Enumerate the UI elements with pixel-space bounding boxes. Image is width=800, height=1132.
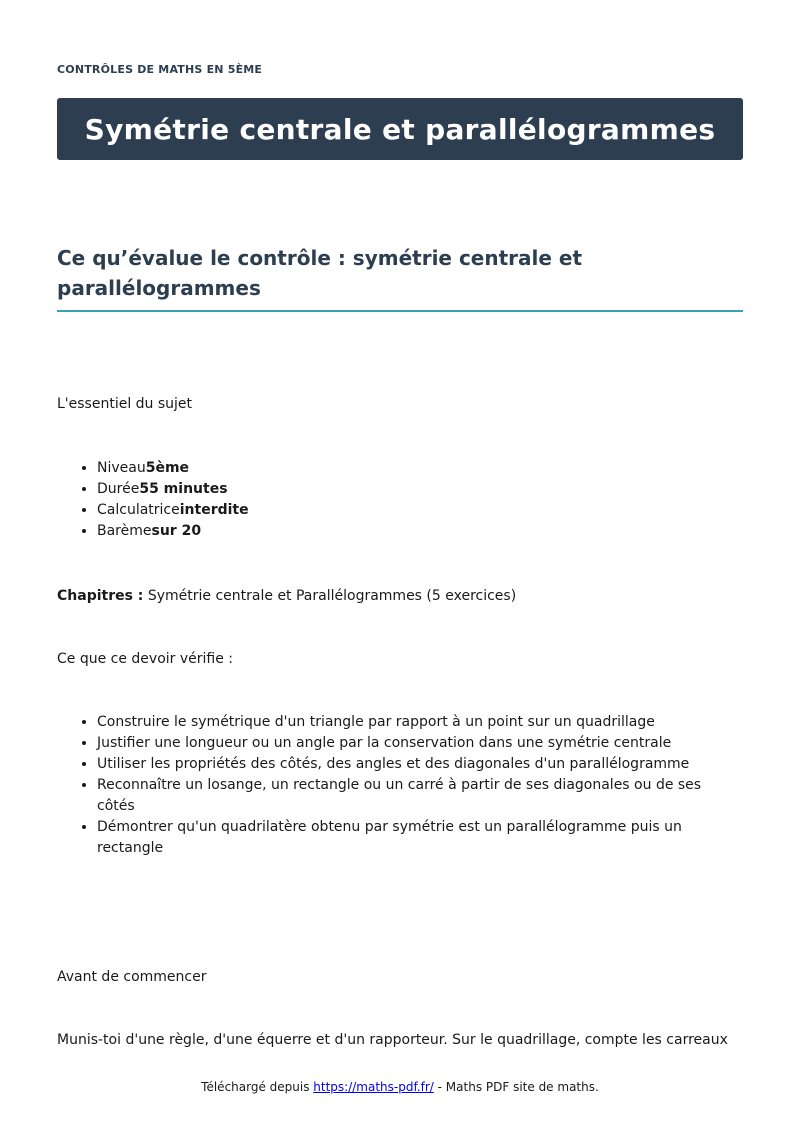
title-banner [57, 98, 743, 160]
before-heading: Avant de commencer [57, 969, 207, 985]
list-item: • Durée55 minutes [97, 479, 743, 500]
footer [0, 1080, 800, 1094]
list-item: • Reconnaître un losange, un rectangle ou un carré à partir de ses diagonales ou de ses côtés [97, 775, 743, 817]
page-title: Symétrie centrale et parallélogrammes [84, 112, 716, 146]
list-item: • Justifier une longueur ou un angle par la conservation dans une symétrie centrale [97, 733, 743, 754]
checks-heading: Ce que ce devoir vérifie : [57, 651, 234, 667]
list-item: • Niveau5ème [97, 458, 743, 479]
list-item: • Calculatriceinterdite [97, 500, 743, 521]
footer-prefix: Téléchargé depuis [201, 1080, 314, 1094]
list-item: • Barèmesur 20 [97, 521, 743, 542]
chapters-label: Chapitres : [57, 588, 144, 604]
checks-list [57, 712, 743, 859]
list-item: • Démontrer qu'un quadrilatère obtenu par symétrie est un parallélogramme puis un rectangle [97, 817, 743, 859]
list-item: • Utiliser les propriétés des côtés, des angles et des diagonales d'un parallélogramme [97, 754, 743, 775]
essentials-heading: L'essentiel du sujet [57, 396, 193, 412]
before-text: Munis-toi d'une règle, d'une équerre et d'un rapporteur. Sur le quadrillage, compte les carreaux [57, 1032, 728, 1048]
list-item: • Construire le symétrique d'un triangle par rapport à un point sur un quadrillage [97, 712, 743, 733]
footer-link[interactable]: https://maths-pdf.fr/ [313, 1080, 434, 1094]
series-kicker: CONTRÔLES DE MATHS EN 5ÈME [57, 63, 263, 76]
chapters-value: Symétrie centrale et Parallélogrammes (5 exercices) [147, 588, 517, 604]
essentials-list [57, 458, 743, 542]
chapters-line [57, 586, 516, 607]
section-heading: Ce qu’évalue le contrôle : symétrie centrale et parallélogrammes [57, 243, 743, 312]
footer-suffix: - Maths PDF site de maths. [433, 1080, 599, 1094]
